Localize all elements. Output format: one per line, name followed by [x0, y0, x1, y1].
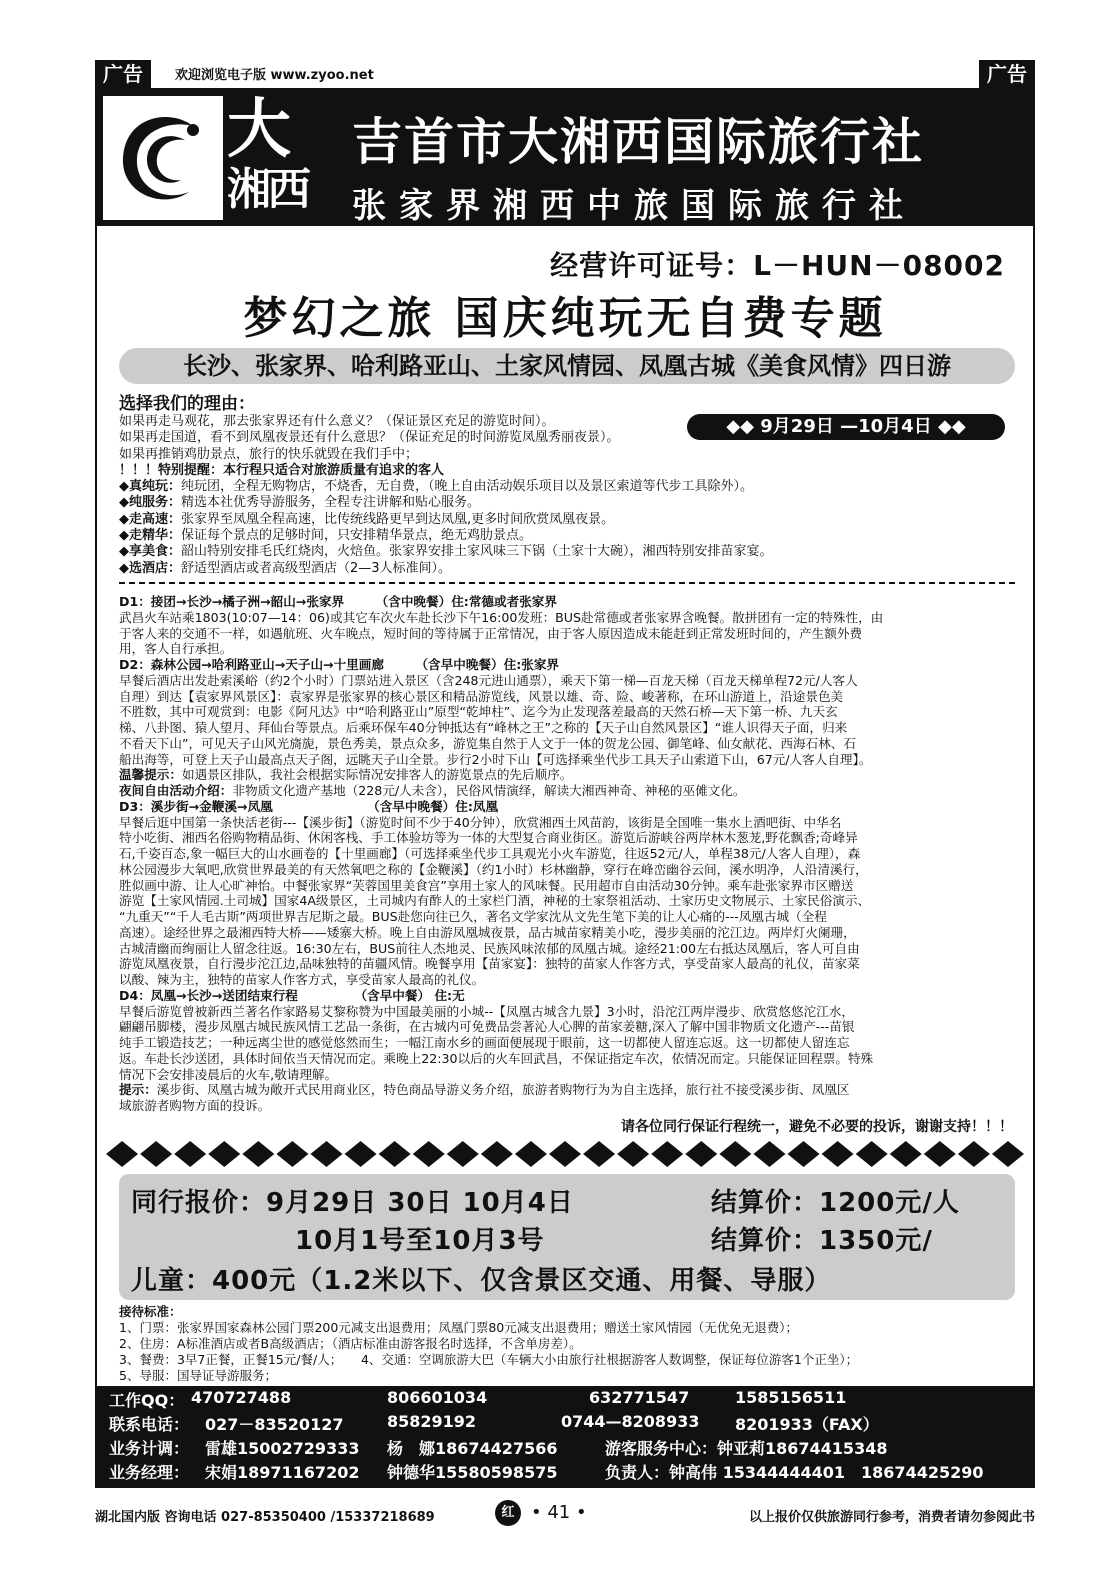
- reason-line: 如果再走马观花，那去张家界还有什么意义？（保证景区充足的游览时间）。: [119, 414, 555, 429]
- itinerary-line: 于客人来的交通不一样，如遇航班、火车晚点，短时间的等待属于正常情况，由于客人原因造成未能赶到正常发班时间的，产生额外费: [119, 625, 863, 641]
- diamond-icon: [651, 1141, 683, 1167]
- page-number: • 41 •: [531, 1502, 587, 1523]
- closing-note: 请各位同行保证行程统一，避免不必要的投诉，谢谢支持！！！: [621, 1119, 1013, 1135]
- itinerary-line: 船出海等，可登上天子山最高点天子阁，远眺天子山全景。步行2小时下山【可选择乘坐代步工具天子山索道下山，67元/人客人自理】。: [119, 751, 872, 767]
- itinerary-line: 纯手工锻造技艺；一种远离尘世的感觉悠然而生；一幅江南水乡的画面便展现于眼前，这一切都使人留连忘返。这一切都使人留连忘: [119, 1035, 850, 1050]
- page-footer: [95, 1498, 1035, 1528]
- diamond-icon: [481, 1141, 513, 1167]
- itinerary-line: 不看天下山”，可见天子山风光旖旎，景色秀美，景点众多，游览集自然于人文于一体的贺龙公园、御笔峰、仙女献花、西海石林、石: [119, 735, 856, 751]
- standard-line: 5、导服：国导证导游服务；: [119, 1368, 277, 1383]
- itinerary-line: 特小吃街、湘西名俗购物精品街、休闲客栈、手工体验坊等为一体的大型复合商业街区。游览后游峡谷两岸林木葱茏,野花飘香;奇峰异: [119, 830, 858, 846]
- tip-text: 如遇景区排队，我社会根据实际情况安排客人的游览景点的先后顺序。: [181, 767, 573, 783]
- itinerary-line: 早餐后游览曾被新西兰著名作家路易艾黎称赞为中国最美丽的小城--【凤凰古城含九景】3小时，沿沱江两岸漫步、欣赏悠悠沱江水，: [119, 1003, 854, 1019]
- feature-value: 精选本社优秀导游服务，全程专注讲解和贴心服务。: [181, 495, 481, 511]
- itinerary-line: 游览凤凰夜景，自行漫步沱江边,品味独特的苗疆风情。晚餐享用【苗家宴】：独特的苗家人作客方式，享受苗家人最高的礼仪，苗家菜: [119, 956, 860, 972]
- itinerary-line: 林公园漫步大氧吧,欣赏世界最美的有天然氧吧之称的【金鞭溪】（约1小时）杉林幽静，穿行在峰峦幽谷云间，溪水明净，人沿清溪行，: [119, 861, 868, 877]
- itinerary-line: 不胜数，其中可观赏到：电影《阿凡达》中“哈利路亚山”原型“乾坤柱”、迄今为止发现落差最高的天然石桥—天下第一桥、九天玄: [119, 704, 838, 720]
- notice-line: [119, 1082, 1015, 1098]
- qq-3[interactable]: 632771547: [589, 1388, 690, 1407]
- day-heading: D3：溪步街→金鞭溪→凤凰 （含早中晚餐）住:凤凰: [119, 798, 499, 814]
- qq-2[interactable]: 806601034: [387, 1388, 488, 1407]
- reasons-section: [119, 394, 1015, 577]
- diamond-icon: [890, 1141, 922, 1167]
- feature-key: ◆真纯玩：: [119, 479, 181, 495]
- itinerary-line: 石,千姿百态,象一幅巨大的山水画卷的【十里画廊】（可选择乘坐代步工具观光小火车游览，往返52元/人，单程38元/人客人自理），森: [119, 846, 861, 861]
- itinerary-line: 胜似画中游、让人心旷神怡。中餐张家界“芙蓉国里美食宫”享用土家人的风味餐。民用超市自由活动30分钟。乘车赴张家界市区赠送: [119, 877, 854, 893]
- diamond-icon: [174, 1141, 206, 1167]
- logo-char-xiangxi: 湘西: [227, 164, 307, 215]
- person-in-charge[interactable]: 负责人：钟高伟 15344444401 18674425290: [605, 1463, 984, 1482]
- diamond-icon: [140, 1141, 172, 1167]
- license-number: 经营许可证号：L－HUN－08002: [550, 249, 1005, 282]
- feature-value: 张家界至凤凰全程高速，比传统线路更早到达凤凰,更多时间欣赏凤凰夜景。: [181, 511, 615, 527]
- diamond-icon: [276, 1141, 308, 1167]
- tip-label: 提示：: [119, 1082, 157, 1098]
- itinerary-line: 情况下会安排凌晨后的火车,敬请理解。: [119, 1066, 338, 1082]
- logo-characters: [227, 92, 309, 218]
- itinerary-line: 高速）。途经世界之最湘西特大桥——矮寨大桥。晚上自由游凤凰城夜景，品古城苗家精美小吃，漫步美丽的沱江边。两岸灯火阑珊，: [119, 924, 856, 940]
- itinerary-line: “九重天”“千人毛古斯”两项世界吉尼斯之最。BUS赴您向往已久，著名文学家沈从文先生笔下美的让人心痛的---凤凰古城（全程: [119, 909, 827, 924]
- standard-line: 1、门票：张家界国家森林公园门票200元减支出退费用；凤凰门票80元减支出退费用；赠送土家风情园（无优免无退费）；: [119, 1320, 798, 1335]
- dashed-divider: [119, 582, 1015, 584]
- footer-disclaimer: 以上报价仅供旅游同行参考，消费者请勿参阅此书: [748, 1510, 1035, 1525]
- reasons-title: 选择我们的理由：: [119, 394, 255, 414]
- diamond-icon: [719, 1141, 751, 1167]
- diamond-icon: [992, 1141, 1024, 1167]
- contact-label: 业务经理：: [109, 1463, 190, 1482]
- manager-1[interactable]: 宋娟18971167202: [205, 1463, 360, 1482]
- logo: [103, 96, 223, 220]
- diamond-icon: [753, 1141, 785, 1167]
- diamond-icon: [685, 1141, 717, 1167]
- logo-char-da: 大: [227, 92, 291, 167]
- itinerary-line: 梯、八卦图、猿人望月、拜仙台等景点。后乘环保车40分钟抵达有“峰林之王”之称的【天子山自然风景区】“谁人识得天子面，归来: [119, 720, 848, 735]
- standard-line: 2、住房：A标准酒店或者B高级酒店；（酒店标准由游客报名时选择，不含单房差）。: [119, 1336, 582, 1351]
- day-heading: D2：森林公园→哈利路亚山→天子山→十里画廊 （含早中晚餐）住:张家界: [119, 657, 560, 672]
- special-reminder: ！！！特别提醒：本行程只适合对旅游质量有追求的客人: [119, 462, 445, 478]
- feature-item: [119, 479, 1015, 495]
- itinerary-line: 自理）到达【袁家界风景区】：袁家界是张家界的核心景区和精品游览线，风景以雄、奇、险、峻著称，在环山游道上，沿途景色美: [119, 688, 844, 704]
- dispatcher-2[interactable]: 杨 娜18674427566: [387, 1439, 558, 1458]
- diamond-icon: [242, 1141, 274, 1167]
- diamond-icon: [310, 1141, 342, 1167]
- diamond-icon: [208, 1141, 240, 1167]
- warm-tip: [119, 767, 1015, 783]
- feature-value: 舒适型酒店或者高级型酒店（2—3人标准间）。: [181, 560, 452, 576]
- diamond-icon: [822, 1141, 854, 1167]
- footer-edition: 湖北国内版 咨询电话 027-85350400 /15337218689: [95, 1510, 435, 1525]
- manager-2[interactable]: 钟德华15580598575: [387, 1463, 558, 1482]
- day-heading: D1：接团→长沙→橘子洲→韶山→张家界 （含中晚餐）住:常德或者张家界: [119, 594, 557, 609]
- diamond-icon: [345, 1141, 377, 1167]
- top-bar: [95, 60, 1035, 88]
- peer-price-dates-2: 10月1号至10月3号: [295, 1226, 545, 1256]
- feature-value: 韶山特别安排毛氏红烧肉，火焙鱼。张家界安排土家风味三下锅（土家十大碗），湘西特别安排苗家宴。: [181, 544, 773, 560]
- swirl-logo-icon: [115, 106, 211, 210]
- reason-line: 如果再推销鸡肋景点，旅行的快乐就毁在我们手中；: [119, 446, 419, 462]
- tip-label: 夜间自由活动介绍：: [119, 783, 233, 798]
- diamond-icon: [447, 1141, 479, 1167]
- agency-subtitle: 张家界湘西中旅国际旅行社: [352, 186, 916, 226]
- diamond-icon: [856, 1141, 888, 1167]
- diamond-icon: [413, 1141, 445, 1167]
- feature-key: ◆享美食：: [119, 544, 181, 560]
- footer-page: [495, 1498, 635, 1528]
- ad-tag-left: 广告: [95, 60, 151, 88]
- date-range: 9月29日 —10月4日: [760, 416, 932, 437]
- reason-line: 如果再走国道，看不到凤凰夜景还有什么意思？（保证充足的时间游览凤凰秀丽夜景）。: [119, 430, 620, 446]
- itinerary: [119, 594, 1015, 1114]
- diamond-left-icon: ◆◆: [726, 416, 761, 437]
- day-heading: D4：凤凰→长沙→送团结束行程 （含早中餐） 住:无: [119, 987, 465, 1003]
- itinerary-line: 武昌火车站乘1803(10:07—14：06)或其它车次火车赴长沙下午16:00发班：BUS赴常德或者张家界含晚餐。散拼团有一定的特殊性，由: [119, 609, 884, 625]
- feature-key: ◆选酒店：: [119, 560, 181, 576]
- feature-key: ◆走精华：: [119, 528, 181, 544]
- feature-item: [119, 512, 1015, 528]
- qq-4[interactable]: 1585156511: [735, 1388, 847, 1407]
- headline: 梦幻之旅 国庆纯玩无自费专题: [243, 293, 887, 344]
- contacts-panel: [97, 1386, 1033, 1488]
- diamond-divider: [105, 1140, 1025, 1168]
- phone-2[interactable]: 85829192: [387, 1412, 477, 1431]
- diamond-right-icon: ◆◆: [931, 416, 966, 437]
- price-box: [119, 1174, 1015, 1300]
- service-standards: [119, 1304, 1015, 1384]
- welcome-text[interactable]: 欢迎浏览电子版 www.zyoo.net: [175, 68, 374, 83]
- itinerary-line: 用，客人自行承担。: [119, 641, 233, 657]
- child-price: 儿童：400元（1.2米以下、仅含景区交通、用餐、导服）: [131, 1266, 832, 1296]
- feature-key: ◆走高速：: [119, 511, 181, 527]
- tip-label: 温馨提示：: [119, 767, 182, 783]
- qq-1[interactable]: 470727488: [191, 1388, 292, 1407]
- feature-item: [119, 561, 1015, 577]
- diamond-icon: [515, 1141, 547, 1167]
- itinerary-line: 早餐后酒店出发赴索溪峪（约2个小时）门票站进入景区（含248元进山通票），乘天下第一梯—百龙天梯（百龙天梯单程72元/人客人: [119, 672, 858, 688]
- night-activity: [119, 783, 1015, 799]
- standard-line: 3、餐费：3早7正餐，正餐15元/餐/人； 4、交通：空调旅游大巴（车辆大小由旅行社根据游客人数调整，保证每位游客1个正坐）；: [119, 1352, 859, 1367]
- itinerary-line: 早餐后逛中国第一条快活老街---【溪步街】（游览时间不少于40分钟），欣赏湘西土风苗韵，该街是全国唯一集水上酒吧街、中华名: [119, 814, 842, 830]
- notice-line: 域旅游者购物方面的投诉。: [119, 1098, 271, 1113]
- contact-label: 联系电话：: [109, 1415, 190, 1434]
- itinerary-line: 游览【土家风情园.土司城】国家4A级景区，土司城内有酢人的土家栏门酒，神秘的土家祭祖活动、土家历史文物展示、土家民俗演示、: [119, 893, 871, 909]
- feature-key: ◆纯服务：: [119, 495, 181, 511]
- phone-1[interactable]: 027－83520127: [205, 1415, 344, 1434]
- itinerary-line: 翩翩吊脚楼，漫步凤凰古城民族风情工艺品一条街，在古城内可免费品尝著沁人心脾的苗家姜糖,深入了解中国非物质文化遗产---苗银: [119, 1019, 855, 1035]
- feature-value: 保证每个景点的足够时间，只安排精华景点，绝无鸡肋景点。: [181, 528, 533, 544]
- feature-value: 纯玩团，全程无购物店，不烧香，无自费，（晚上自由活动娱乐项目以及景区索道等代步工具除外）。: [181, 479, 754, 495]
- itinerary-line: 古城清幽而绚丽让人留念往返。16:30左右，BUS前往人杰地灵、民族风味浓郁的凤凰古城。途经21:00左右抵达凤凰后，客人可自由: [119, 940, 860, 956]
- tip-text: 溪步街、凤凰古城为敞开式民用商业区，特色商品导游义务介绍，旅游者购物行为为自主选择，旅行社不接受溪步街、凤凰区: [156, 1082, 850, 1098]
- itinerary-line: 返。车赴长沙送团，具体时间依当天情况而定。乘晚上22:30以后的火车回武昌，不保证指定车次，依情况而定。只能保证回程票。特殊: [119, 1050, 874, 1066]
- itinerary-line: 以酸、辣为主，独特的苗家人作客方式，享受苗家人最高的礼仪。: [119, 972, 485, 987]
- service-center[interactable]: 游客服务中心：钟亚莉18674415348: [605, 1439, 888, 1458]
- agency-header: [97, 90, 1033, 226]
- diamond-icon: [106, 1141, 138, 1167]
- contact-label: 业务计调：: [109, 1439, 190, 1458]
- peer-price-dates: 同行报价：9月29日 30日 10月4日: [131, 1188, 574, 1218]
- route-banner: 长沙、张家界、哈利路亚山、土家风情园、凤凰古城《美食风情》四日游: [119, 348, 1015, 384]
- badge-icon: 红: [495, 1500, 521, 1526]
- feature-item: [119, 544, 1015, 560]
- dispatcher-1[interactable]: 雷雄15002729333: [205, 1439, 360, 1458]
- diamond-icon: [924, 1141, 956, 1167]
- diamond-icon: [788, 1141, 820, 1167]
- feature-item: [119, 528, 1015, 544]
- diamond-icon: [379, 1141, 411, 1167]
- diamond-icon: [617, 1141, 649, 1167]
- tip-text: 非物质文化遗产基地（228元/人未含），民俗风情演绎，解读大湘西神奇、神秘的巫傩文化。: [232, 783, 746, 798]
- fax[interactable]: 8201933（FAX）: [735, 1415, 879, 1434]
- settlement-price-2: 结算价：1350元/: [711, 1226, 933, 1256]
- contact-label: 工作QQ：: [109, 1391, 185, 1410]
- standards-title: 接待标准：: [119, 1304, 182, 1319]
- feature-item: [119, 495, 1015, 511]
- diamond-icon: [958, 1141, 990, 1167]
- ad-tag-right: 广告: [979, 60, 1035, 88]
- diamond-icon: [583, 1141, 615, 1167]
- diamond-icon: [549, 1141, 581, 1167]
- settlement-price-1: 结算价：1200元/人: [711, 1188, 960, 1218]
- agency-title: 吉首市大湘西国际旅行社: [352, 113, 924, 171]
- phone-3[interactable]: 0744—8208933: [561, 1412, 700, 1431]
- ad-frame: [95, 88, 1035, 1488]
